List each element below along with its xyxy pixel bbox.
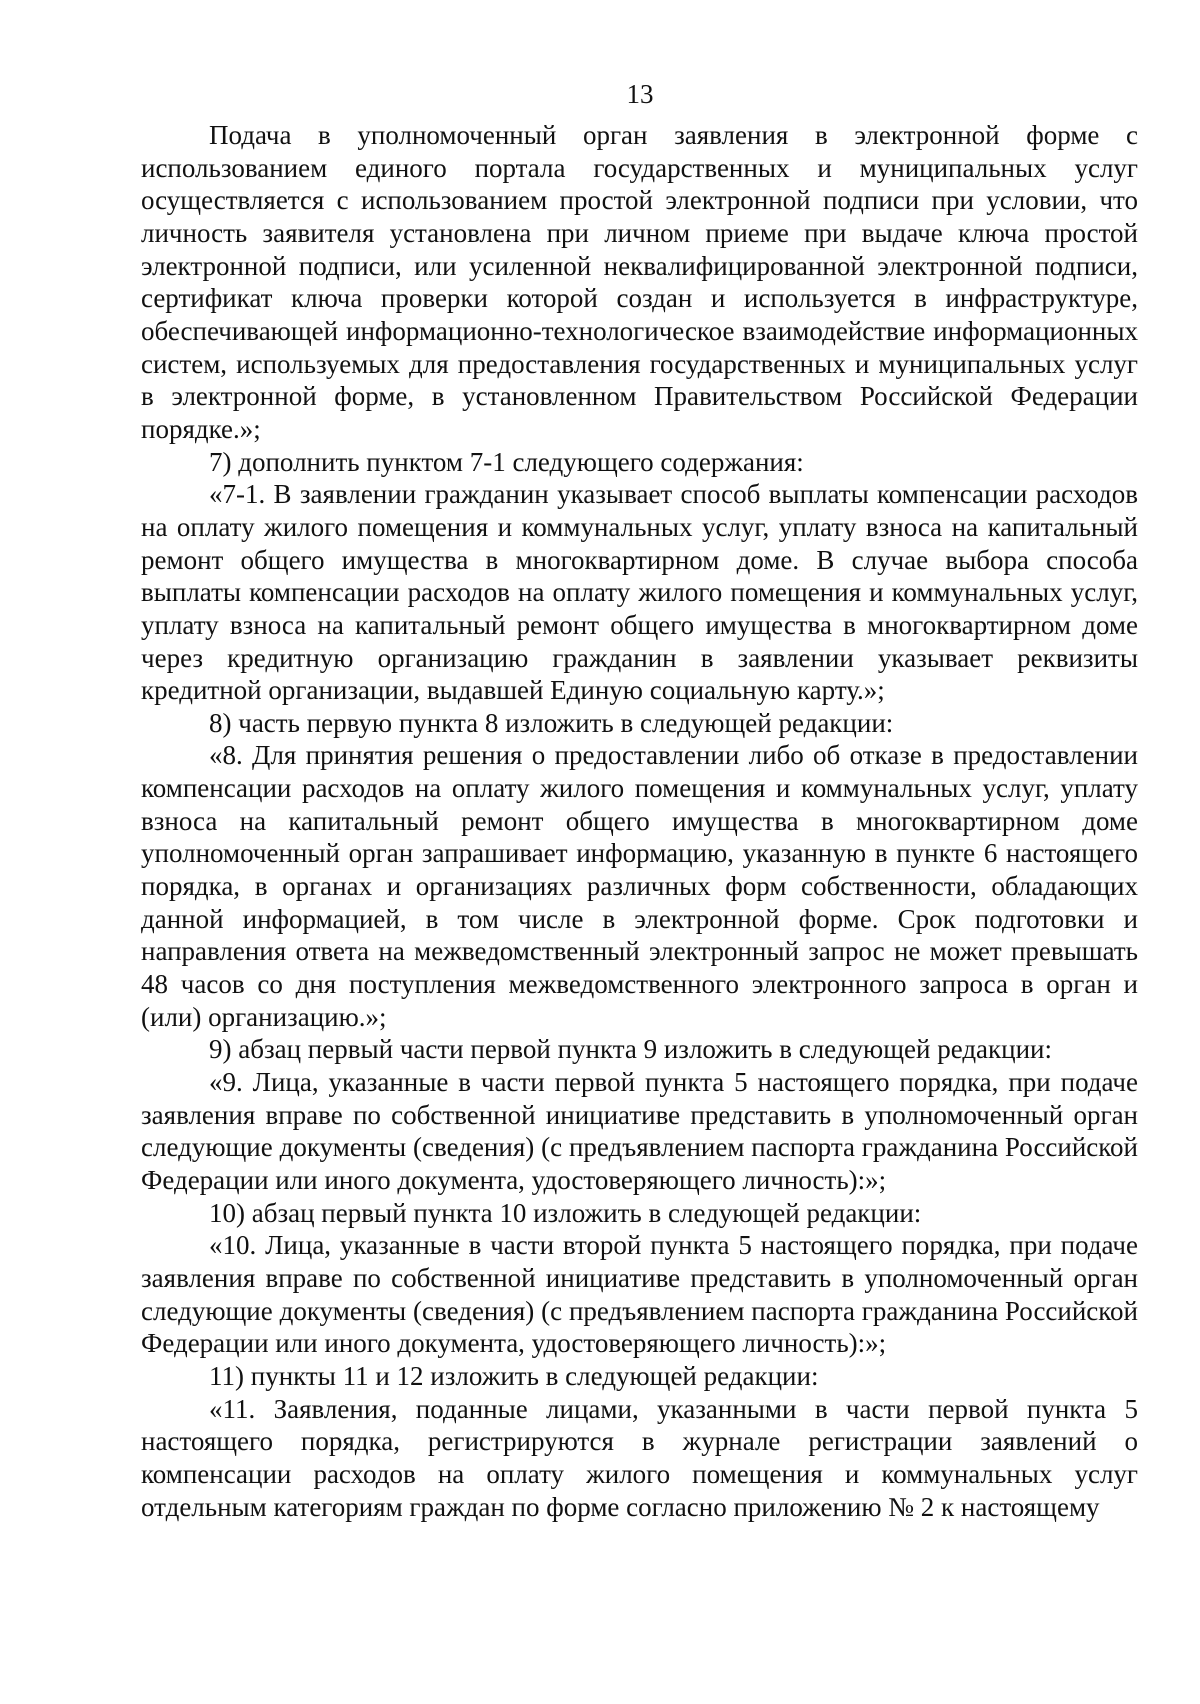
paragraph-item-9: 9) абзац первый части первой пункта 9 изложить в следующей редакции: [209,1034,1053,1065]
document-body [141,119,1138,1523]
paragraph-point-8: «8. Для принятия решения о предоставлении либо об отказе в предоставлении компенсации расходов на оплату жилого помещения и коммунальных услуг, уплату взноса на капитальный ремонт общего имущества в многоквартирном доме уполномоченный орган запрашивает информацию, указанную в пункте 6 настоящего порядка, в органах и организациях различных форм собственности, обладающих данной информацией, в том числе в электронной форме. Срок подготовки и направления ответа на межведомственный электронный запрос не может превышать 48 часов со дня поступления межведомственного электронного запроса в орган и (или) организацию.»; [141,740,1138,1032]
paragraph-point-7-1: «7-1. В заявлении гражданин указывает способ выплаты компенсации расходов на оплату жилого помещения и коммунальных услуг, уплату взноса на капитальный ремонт общего имущества в многоквартирном доме. В случае выбора способа выплаты компенсации расходов на оплату жилого помещения и коммунальных услуг, уплату взноса на капитальный ремонт общего имущества в многоквартирном доме через кредитную организацию гражданин в заявлении указывает реквизиты кредитной организации, выдавшей Единую социальную карту.»; [141,479,1138,706]
paragraph-electronic-submission: Подача в уполномоченный орган заявления в электронной форме с использованием единого портала государственных и муниципальных услуг осуществляется с использованием простой электронной подписи при условии, что личность заявителя установлена при личном приеме при выдаче ключа простой электронной подписи, или усиленной неквалифицированной электронной подписи, сертификат ключа проверки которой создан и используется в инфраструктуре, обеспечивающей информационно-технологическое взаимодействие информационных систем, используемых для предоставления государственных и муниципальных услуг в электронной форме, в установленном Правительством Российской Федерации порядке.»; [141,120,1138,444]
paragraph-point-10: «10. Лица, указанные в части второй пункта 5 настоящего порядка, при подаче заявления вправе по собственной инициативе представить в уполномоченный орган следующие документы (сведения) (с предъявлением паспорта гражданина Российской Федерации или иного документа, удостоверяющего личность):»; [141,1230,1138,1359]
page-number: 13 [626,79,654,109]
paragraph-item-7: 7) дополнить пунктом 7-1 следующего содержания: [209,446,804,477]
paragraph-item-8: 8) часть первую пункта 8 изложить в следующей редакции: [209,707,894,738]
paragraph-item-11: 11) пункты 11 и 12 изложить в следующей редакции: [209,1360,819,1391]
paragraph-point-9: «9. Лица, указанные в части первой пункта 5 настоящего порядка, при подаче заявления вправе по собственной инициативе представить в уполномоченный орган следующие документы (сведения) (с предъявлением паспорта гражданина Российской Федерации или иного документа, удостоверяющего личность):»; [141,1067,1138,1195]
paragraph-point-11: «11. Заявления, поданные лицами, указанными в части первой пункта 5 настоящего порядка, регистрируются в журнале регистрации заявлений о компенсации расходов на оплату жилого помещения и коммунальных услуг отдельным категориям граждан по форме согласно приложению № 2 к настоящему [141,1393,1138,1522]
paragraph-item-10: 10) абзац первый пункта 10 изложить в следующей редакции: [209,1197,922,1228]
